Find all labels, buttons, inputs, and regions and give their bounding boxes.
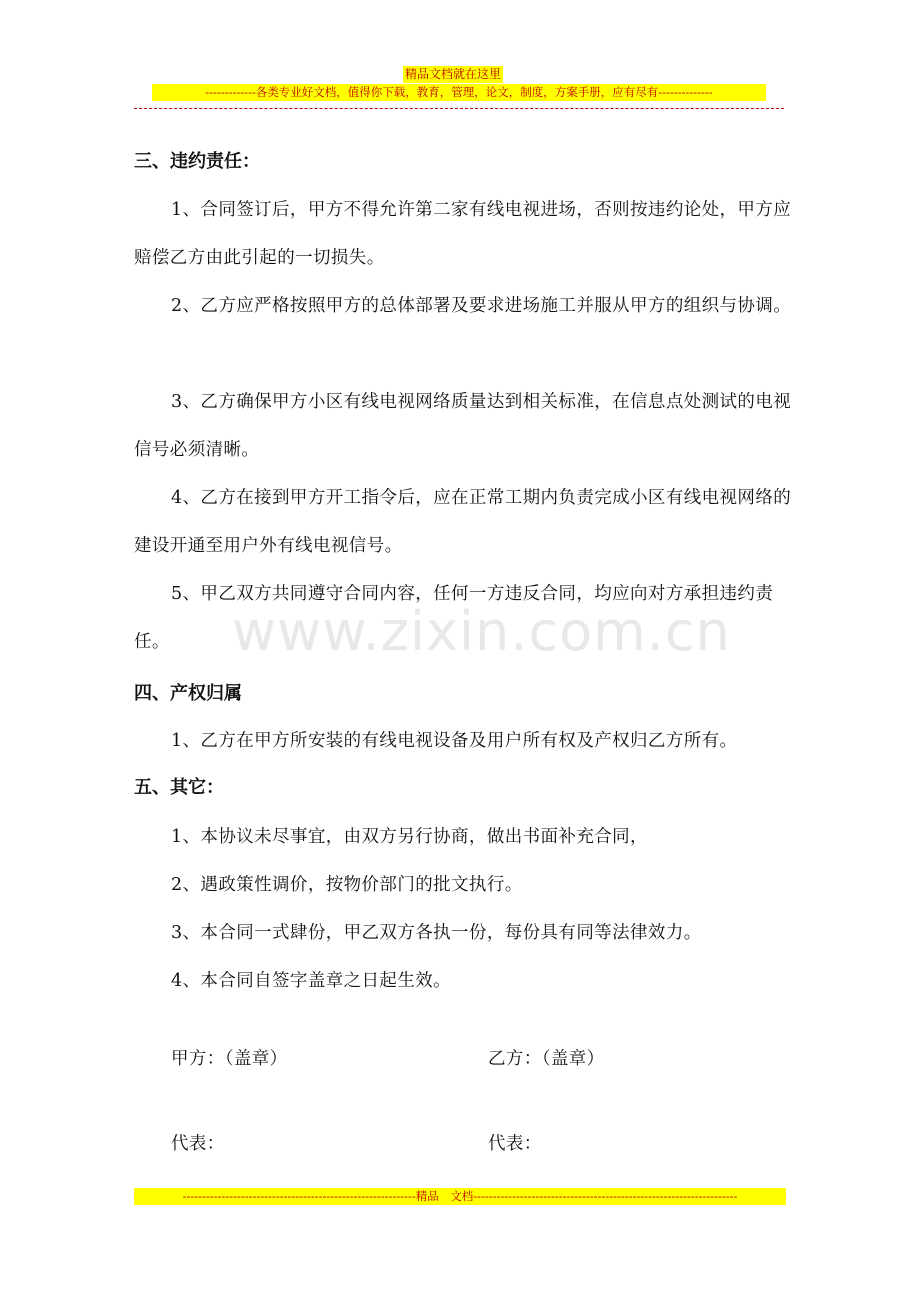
- party-a-representative-label: 代表：: [171, 1134, 225, 1154]
- section-5-item-3: 3、本合同一式肆份，甲乙双方各执一份，每份具有同等法律效力。: [171, 923, 702, 943]
- section-5-heading: 五、其它：: [134, 777, 224, 798]
- header-subtitle: -------------各类专业好文档，值得你下载，教育，管理，论文，制度，方案手册，应有尽有--------------: [152, 84, 766, 101]
- section-3-heading: 三、违约责任：: [134, 151, 260, 172]
- section-3-item-2: 2、乙方应严格按照甲方的总体部署及要求进场施工并服从甲方的组织与协调。: [171, 296, 792, 316]
- section-5-item-2: 2、遇政策性调价，按物价部门的批文执行。: [171, 875, 523, 895]
- section-4-item-1: 1、乙方在甲方所安装的有线电视设备及用户所有权及产权归乙方所有。: [171, 731, 738, 751]
- header-divider: [134, 108, 784, 109]
- section-3-item-4: 4、乙方在接到甲方开工指令后，应在正常工期内负责完成小区有线电视网络的建设开通至用户外有线电视信号。: [134, 488, 792, 556]
- header-title: 精品文档就在这里: [405, 67, 502, 81]
- section-3-item-3: 3、乙方确保甲方小区有线电视网络质量达到相关标准，在信息点处测试的电视信号必须清晰。: [134, 392, 792, 460]
- footer-banner: ------------------------------------------------------------精品 文档--------------------------------------------------------------------: [134, 1188, 786, 1205]
- party-b-seal-label: 乙方：（盖章）: [488, 1049, 605, 1069]
- section-5-item-4: 4、本合同自签字盖章之日起生效。: [171, 971, 452, 991]
- section-4-heading: 四、产权归属: [134, 683, 242, 704]
- section-3-item-5: 5、甲乙双方共同遵守合同内容，任何一方违反合同，均应向对方承担违约责任。: [134, 584, 774, 652]
- party-b-representative-label: 代表：: [488, 1134, 542, 1154]
- section-5-item-1: 1、本协议未尽事宜，由双方另行协商，做出书面补充合同，: [171, 827, 648, 847]
- section-3-item-1: 1、合同签订后，甲方不得允许第二家有线电视进场，否则按违约论处，甲方应赔偿乙方由此引起的一切损失。: [134, 200, 792, 268]
- party-a-seal-label: 甲方：（盖章）: [171, 1049, 288, 1069]
- watermark: www.zixin.com.cn: [232, 600, 731, 663]
